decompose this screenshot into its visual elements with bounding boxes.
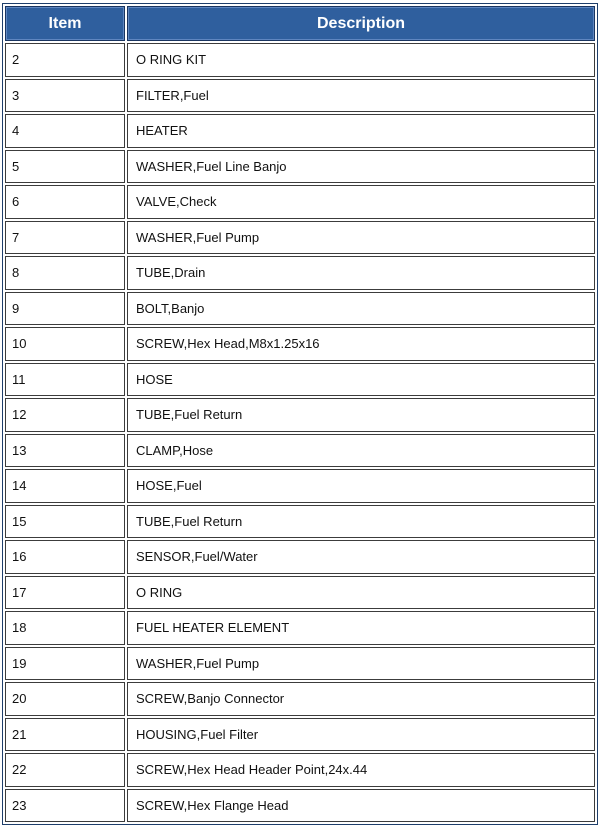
table-row — [5, 363, 595, 397]
item-number-cell: 14 — [5, 469, 125, 503]
item-number-cell: 9 — [5, 292, 125, 326]
item-number-cell: 4 — [5, 114, 125, 148]
item-number-cell: 21 — [5, 718, 125, 752]
table-row — [5, 79, 595, 113]
description-cell: SCREW,Hex Head,M8x1.25x16 — [127, 327, 595, 361]
item-number-cell: 6 — [5, 185, 125, 219]
table-row — [5, 682, 595, 716]
description-cell: VALVE,Check — [127, 185, 595, 219]
table-row — [5, 221, 595, 255]
parts-table — [3, 4, 597, 824]
table-row — [5, 185, 595, 219]
description-cell: HOUSING,Fuel Filter — [127, 718, 595, 752]
description-cell: CLAMP,Hose — [127, 434, 595, 468]
table-row — [5, 505, 595, 539]
header-item: Item — [5, 6, 125, 41]
description-cell: SENSOR,Fuel/Water — [127, 540, 595, 574]
table-row — [5, 434, 595, 468]
description-cell: TUBE,Drain — [127, 256, 595, 290]
item-number-cell: 15 — [5, 505, 125, 539]
description-cell: HEATER — [127, 114, 595, 148]
table-row — [5, 611, 595, 645]
description-cell: HOSE,Fuel — [127, 469, 595, 503]
item-number-cell: 2 — [5, 43, 125, 77]
header-description: Description — [127, 6, 595, 41]
description-cell: TUBE,Fuel Return — [127, 398, 595, 432]
description-cell: WASHER,Fuel Pump — [127, 221, 595, 255]
item-number-cell: 23 — [5, 789, 125, 823]
description-cell: SCREW,Hex Flange Head — [127, 789, 595, 823]
item-number-cell: 8 — [5, 256, 125, 290]
item-number-cell: 17 — [5, 576, 125, 610]
description-cell: WASHER,Fuel Pump — [127, 647, 595, 681]
description-cell: HOSE — [127, 363, 595, 397]
description-cell: O RING KIT — [127, 43, 595, 77]
table-row — [5, 753, 595, 787]
table-row — [5, 469, 595, 503]
table-row — [5, 256, 595, 290]
item-number-cell: 16 — [5, 540, 125, 574]
table-row — [5, 718, 595, 752]
item-number-cell: 5 — [5, 150, 125, 184]
parts-table-container — [2, 3, 598, 825]
description-cell: BOLT,Banjo — [127, 292, 595, 326]
table-row — [5, 114, 595, 148]
table-body — [5, 43, 595, 822]
item-number-cell: 7 — [5, 221, 125, 255]
description-cell: FILTER,Fuel — [127, 79, 595, 113]
item-number-cell: 22 — [5, 753, 125, 787]
description-cell: SCREW,Banjo Connector — [127, 682, 595, 716]
table-row — [5, 150, 595, 184]
table-row — [5, 43, 595, 77]
item-number-cell: 20 — [5, 682, 125, 716]
table-row — [5, 789, 595, 823]
item-number-cell: 18 — [5, 611, 125, 645]
table-row — [5, 292, 595, 326]
description-cell: O RING — [127, 576, 595, 610]
table-row — [5, 327, 595, 361]
item-number-cell: 10 — [5, 327, 125, 361]
item-number-cell: 12 — [5, 398, 125, 432]
item-number-cell: 19 — [5, 647, 125, 681]
item-number-cell: 3 — [5, 79, 125, 113]
description-cell: SCREW,Hex Head Header Point,24x.44 — [127, 753, 595, 787]
table-row — [5, 398, 595, 432]
table-row — [5, 576, 595, 610]
item-number-cell: 13 — [5, 434, 125, 468]
table-row — [5, 647, 595, 681]
table-header-row — [5, 6, 595, 41]
description-cell: WASHER,Fuel Line Banjo — [127, 150, 595, 184]
description-cell: TUBE,Fuel Return — [127, 505, 595, 539]
description-cell: FUEL HEATER ELEMENT — [127, 611, 595, 645]
item-number-cell: 11 — [5, 363, 125, 397]
table-row — [5, 540, 595, 574]
